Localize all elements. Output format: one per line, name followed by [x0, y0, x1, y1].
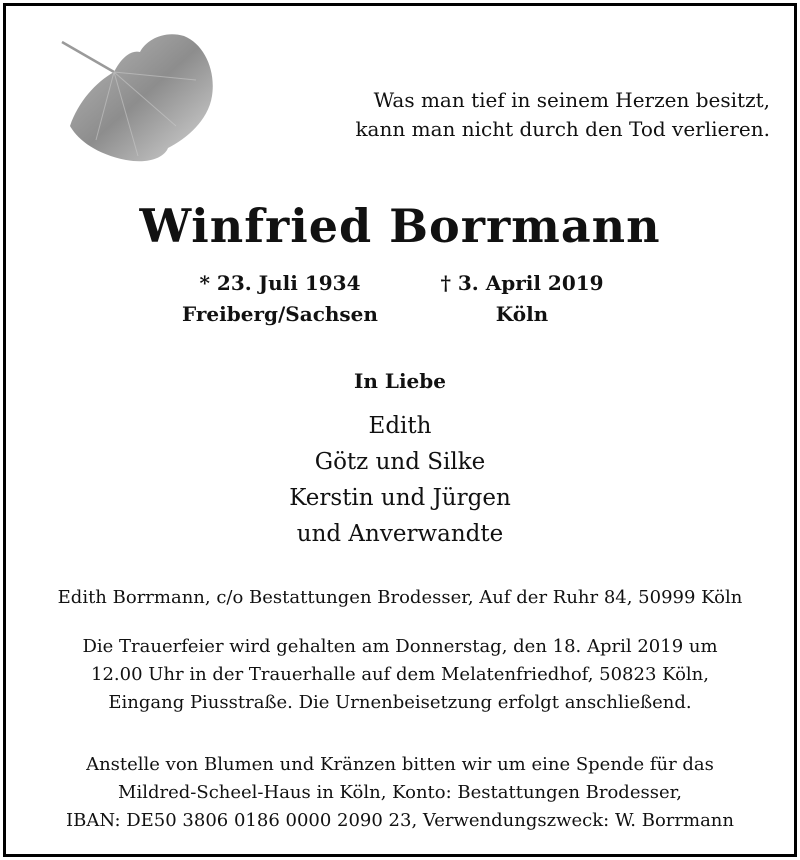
death-info [402, 268, 642, 330]
contact-address: Edith Borrmann, c/o Bestattungen Brodesser, Auf der Ruhr 84, 50999 Köln [57, 587, 743, 608]
love-heading: In Liebe [354, 369, 446, 393]
death-place: Köln [495, 302, 549, 326]
donation-line: Anstelle von Blumen und Kränzen bitten wir um eine Spende für das [86, 754, 714, 775]
ginkgo-leaf-icon [56, 30, 226, 170]
birth-info [160, 268, 400, 330]
mourner-name: und Anverwandte [296, 521, 504, 547]
deceased-name: Winfried Borrmann [139, 199, 661, 253]
death-date: † 3. April 2019 [440, 271, 604, 295]
ceremony-line: Eingang Piusstraße. Die Urnenbeisetzung erfolgt anschließend. [108, 692, 692, 713]
motto-quote [330, 86, 770, 144]
ceremony-line: 12.00 Uhr in der Trauerhalle auf dem Melatenfriedhof, 50823 Köln, [91, 664, 709, 685]
mourner-name: Edith [368, 413, 432, 439]
birth-place: Freiberg/Sachsen [182, 302, 378, 326]
ceremony-info [0, 633, 800, 717]
mourner-name: Götz und Silke [314, 449, 486, 475]
birth-date: * 23. Juli 1934 [199, 271, 361, 295]
mourners-list [0, 408, 800, 552]
donation-line: Mildred-Scheel-Haus in Köln, Konto: Bestattungen Brodesser, [118, 782, 682, 803]
donation-line: IBAN: DE50 3806 0186 0000 2090 23, Verwendungszweck: W. Borrmann [66, 810, 734, 831]
donation-info [0, 751, 800, 835]
ceremony-line: Die Trauerfeier wird gehalten am Donnerstag, den 18. April 2019 um [82, 636, 718, 657]
motto-line: kann man nicht durch den Tod verlieren. [355, 117, 770, 141]
motto-line: Was man tief in seinem Herzen besitzt, [373, 88, 770, 112]
mourner-name: Kerstin und Jürgen [289, 485, 511, 511]
